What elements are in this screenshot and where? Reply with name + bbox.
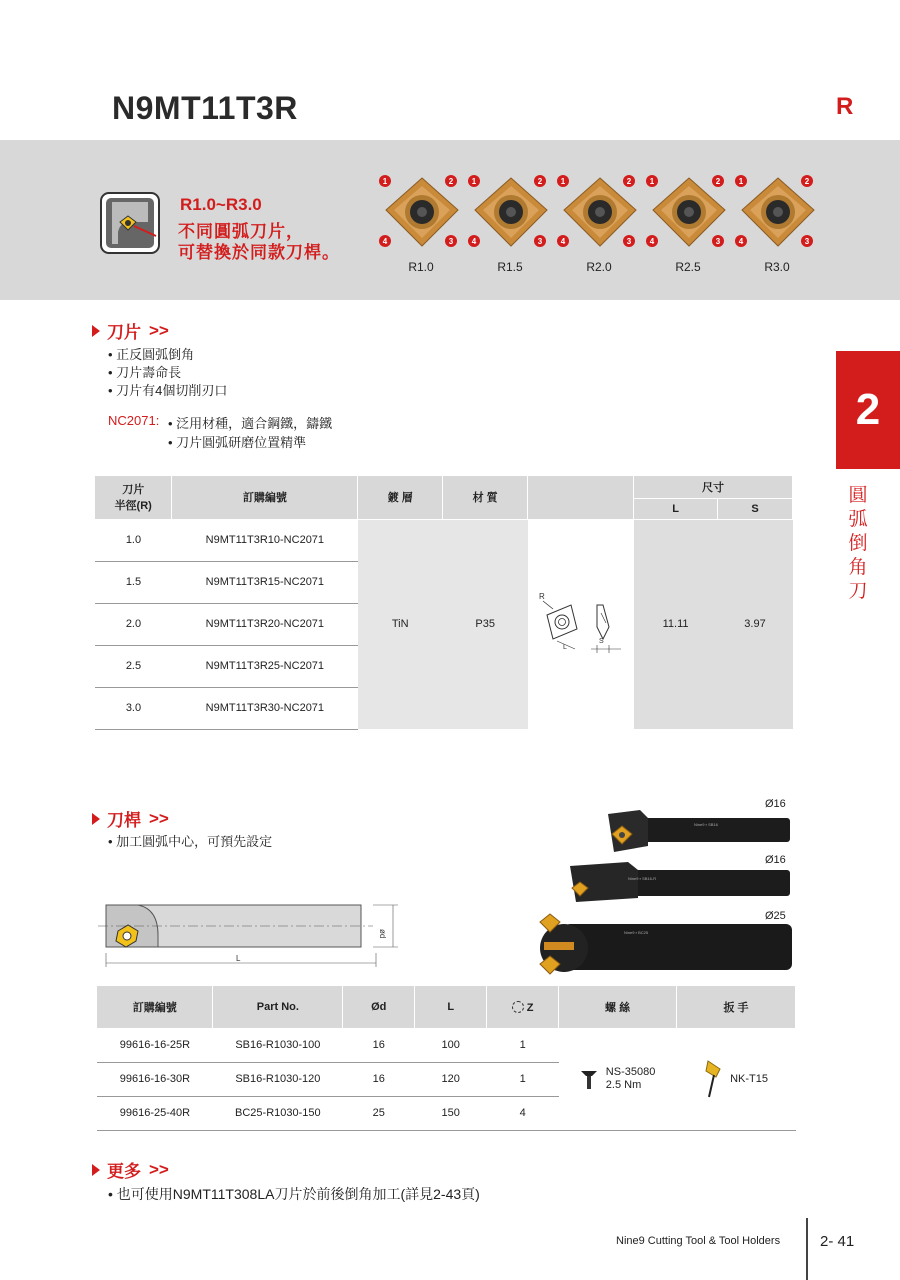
radius-cell: 2.5 [95, 645, 172, 687]
order-code-cell: N9MT11T3R20-NC2071 [172, 603, 358, 645]
holder-photo-2 [568, 858, 794, 908]
order-code-cell: N9MT11T3R10-NC2071 [172, 519, 358, 561]
holder-d-cell: 16 [343, 1028, 415, 1062]
corner-number: 2 [448, 177, 454, 186]
size-l-cell: 11.11 [634, 519, 718, 729]
screw-icon [580, 1068, 598, 1090]
holder-table [97, 986, 796, 1131]
radius-cell: 2.0 [95, 603, 172, 645]
col-size-s: S [718, 498, 793, 519]
radius-cell: 1.0 [95, 519, 172, 561]
photo-dia-label-1: Ø16 [765, 798, 786, 810]
more-bullet-1: • 也可使用N9MT11T308LA刀片於前後倒角加工(詳見2-43頁) [108, 1186, 480, 1202]
page-title: N9MT11T3R [112, 90, 298, 126]
corner-number: 4 [738, 237, 744, 246]
order-code-cell: N9MT11T3R15-NC2071 [172, 561, 358, 603]
chapter-tab: 2 [836, 351, 900, 469]
holder-z-cell: 4 [487, 1096, 559, 1130]
wrench-name: NK-T15 [730, 1072, 768, 1085]
insert-image [465, 172, 555, 256]
screw-name: NS-35080 [605, 1065, 656, 1078]
material-cell: P35 [443, 519, 528, 729]
triangle-bullet-icon [92, 325, 100, 337]
triangle-bullet-icon [92, 1164, 100, 1176]
corner-number: 4 [382, 237, 388, 246]
col-order-no: 訂購編號 [172, 476, 358, 519]
svg-text:L: L [236, 954, 241, 963]
col-drawing [528, 476, 634, 519]
insert-image [554, 172, 644, 256]
holder-l-cell: 100 [415, 1028, 487, 1062]
insert-image [643, 172, 733, 256]
coating-cell: TiN [358, 519, 443, 729]
svg-text:Nine9 ▪ SB16: Nine9 ▪ SB16 [694, 822, 718, 827]
photo-dia-label-3: Ø25 [765, 910, 786, 922]
insert-drawing [531, 583, 631, 663]
more-heading-text: 更多 [107, 1162, 141, 1181]
band-line-1: 不同圓弧刀片， [178, 222, 304, 241]
inserts-heading-arrows: >> [149, 320, 169, 340]
grade-line-2: • 刀片圓弧研磨位置精準 [168, 435, 307, 450]
size-s-cell: 3.97 [718, 519, 793, 729]
insert-illustration [643, 172, 733, 272]
col-material: 材 質 [443, 476, 528, 519]
screw-cell [559, 1028, 677, 1130]
corner-number: 2 [804, 177, 810, 186]
insert-table [95, 476, 793, 730]
photo-dia-label-2: Ø16 [765, 854, 786, 866]
holder-icon [100, 192, 160, 254]
holder-heading-arrows: >> [149, 808, 169, 828]
holder-d-cell: 16 [343, 1062, 415, 1096]
band-line-2: 可替換於同款刀桿。 [178, 243, 340, 262]
screw-torque: 2.5 Nm [605, 1078, 642, 1091]
corner-number: 1 [382, 177, 388, 186]
triangle-bullet-icon [92, 813, 100, 825]
holder-l-cell: 120 [415, 1062, 487, 1096]
holder-order-cell: 99616-25-40R [97, 1096, 213, 1130]
corner-number: 4 [649, 237, 655, 246]
holder-order-cell: 99616-16-25R [97, 1028, 213, 1062]
holder-z-cell: 1 [487, 1062, 559, 1096]
corner-number: 1 [471, 177, 477, 186]
insert-radius-label: R3.0 [764, 260, 790, 274]
holder-heading [92, 806, 169, 831]
radius-cell: 3.0 [95, 687, 172, 729]
holder-photo-3 [534, 908, 796, 980]
radius-cell: 1.5 [95, 561, 172, 603]
insert-image [376, 172, 466, 256]
holder-order-cell: 99616-16-30R [97, 1062, 213, 1096]
insert-illustration [554, 172, 644, 272]
col-radius: 刀片 半徑(R) [95, 476, 172, 519]
insert-bullet-2: • 刀片壽命長 [108, 365, 182, 380]
col-z: Z [487, 986, 559, 1028]
order-code-cell: N9MT11T3R30-NC2071 [172, 687, 358, 729]
insert-bullet-3: • 刀片有4個切削刃口 [108, 383, 228, 398]
corner-number: 1 [738, 177, 744, 186]
corner-number: 4 [560, 237, 566, 246]
flute-count-icon [512, 1001, 524, 1013]
more-heading [92, 1157, 169, 1182]
svg-text:R: R [538, 591, 545, 601]
order-code-cell: N9MT11T3R25-NC2071 [172, 645, 358, 687]
holder-z-cell: 1 [487, 1028, 559, 1062]
grade-label: NC2071: [108, 413, 160, 428]
col-screw: 螺 絲 [559, 986, 677, 1028]
corner-number: 2 [626, 177, 632, 186]
corner-number: 1 [649, 177, 655, 186]
insert-drawing-cell [528, 519, 634, 729]
inserts-heading [92, 318, 169, 343]
corner-number: 2 [715, 177, 721, 186]
col-wrench: 扳 手 [677, 986, 796, 1028]
insert-illustration [465, 172, 555, 272]
svg-text:ød: ød [378, 929, 387, 939]
footer-divider [806, 1218, 808, 1280]
insert-illustration [376, 172, 466, 272]
grade-line-1: • 泛用材種，適合鋼鐵，鑄鐵 [168, 416, 333, 431]
insert-radius-label: R1.0 [408, 260, 434, 274]
insert-bullet-1: • 正反圓弧倒角 [108, 347, 195, 362]
inserts-heading-text: 刀片 [107, 323, 141, 342]
corner-number: 3 [626, 237, 632, 246]
svg-text:Nine9 ▪ BC25: Nine9 ▪ BC25 [624, 930, 649, 935]
col-d: Ød [343, 986, 415, 1028]
series-letter: R [836, 93, 854, 120]
corner-number: 1 [560, 177, 566, 186]
holder-drawing [98, 895, 398, 975]
insert-radius-label: R2.5 [675, 260, 701, 274]
holder-photo-1 [604, 806, 794, 856]
insert-illustration [732, 172, 822, 272]
holder-l-cell: 150 [415, 1096, 487, 1130]
corner-number: 3 [804, 237, 810, 246]
insert-radius-label: R2.0 [586, 260, 612, 274]
holder-bullet-1: • 加工圓弧中心，可預先設定 [108, 834, 273, 849]
holder-d-cell: 25 [343, 1096, 415, 1130]
wrench-cell [677, 1028, 796, 1130]
svg-text:L: L [562, 643, 567, 651]
svg-text:Nine9 ▪ SB16-R: Nine9 ▪ SB16-R [628, 876, 657, 881]
corner-number: 3 [715, 237, 721, 246]
corner-number: 3 [448, 237, 454, 246]
col-order-no: 訂購編號 [97, 986, 213, 1028]
holder-part-cell: SB16-R1030-120 [213, 1062, 343, 1096]
holder-part-cell: BC25-R1030-150 [213, 1096, 343, 1130]
corner-number: 4 [471, 237, 477, 246]
col-l: L [415, 986, 487, 1028]
band-headline: R1.0~R3.0 [180, 195, 262, 214]
more-heading-arrows: >> [149, 1159, 169, 1179]
holder-heading-text: 刀桿 [107, 811, 141, 830]
col-size: 尺寸 [634, 476, 793, 498]
footer-brand: Nine9 Cutting Tool & Tool Holders [616, 1235, 781, 1247]
chapter-title: 圓弧倒角刀 [848, 485, 868, 602]
insert-image [732, 172, 822, 256]
corner-number: 2 [537, 177, 543, 186]
col-coating: 鍍 層 [358, 476, 443, 519]
col-part-no: Part No. [213, 986, 343, 1028]
insert-radius-label: R1.5 [497, 260, 523, 274]
col-size-l: L [634, 498, 718, 519]
page-number: 2- 41 [820, 1233, 855, 1250]
wrench-icon [704, 1059, 724, 1099]
svg-text:S: S [598, 637, 604, 645]
corner-number: 3 [537, 237, 543, 246]
holder-part-cell: SB16-R1030-100 [213, 1028, 343, 1062]
